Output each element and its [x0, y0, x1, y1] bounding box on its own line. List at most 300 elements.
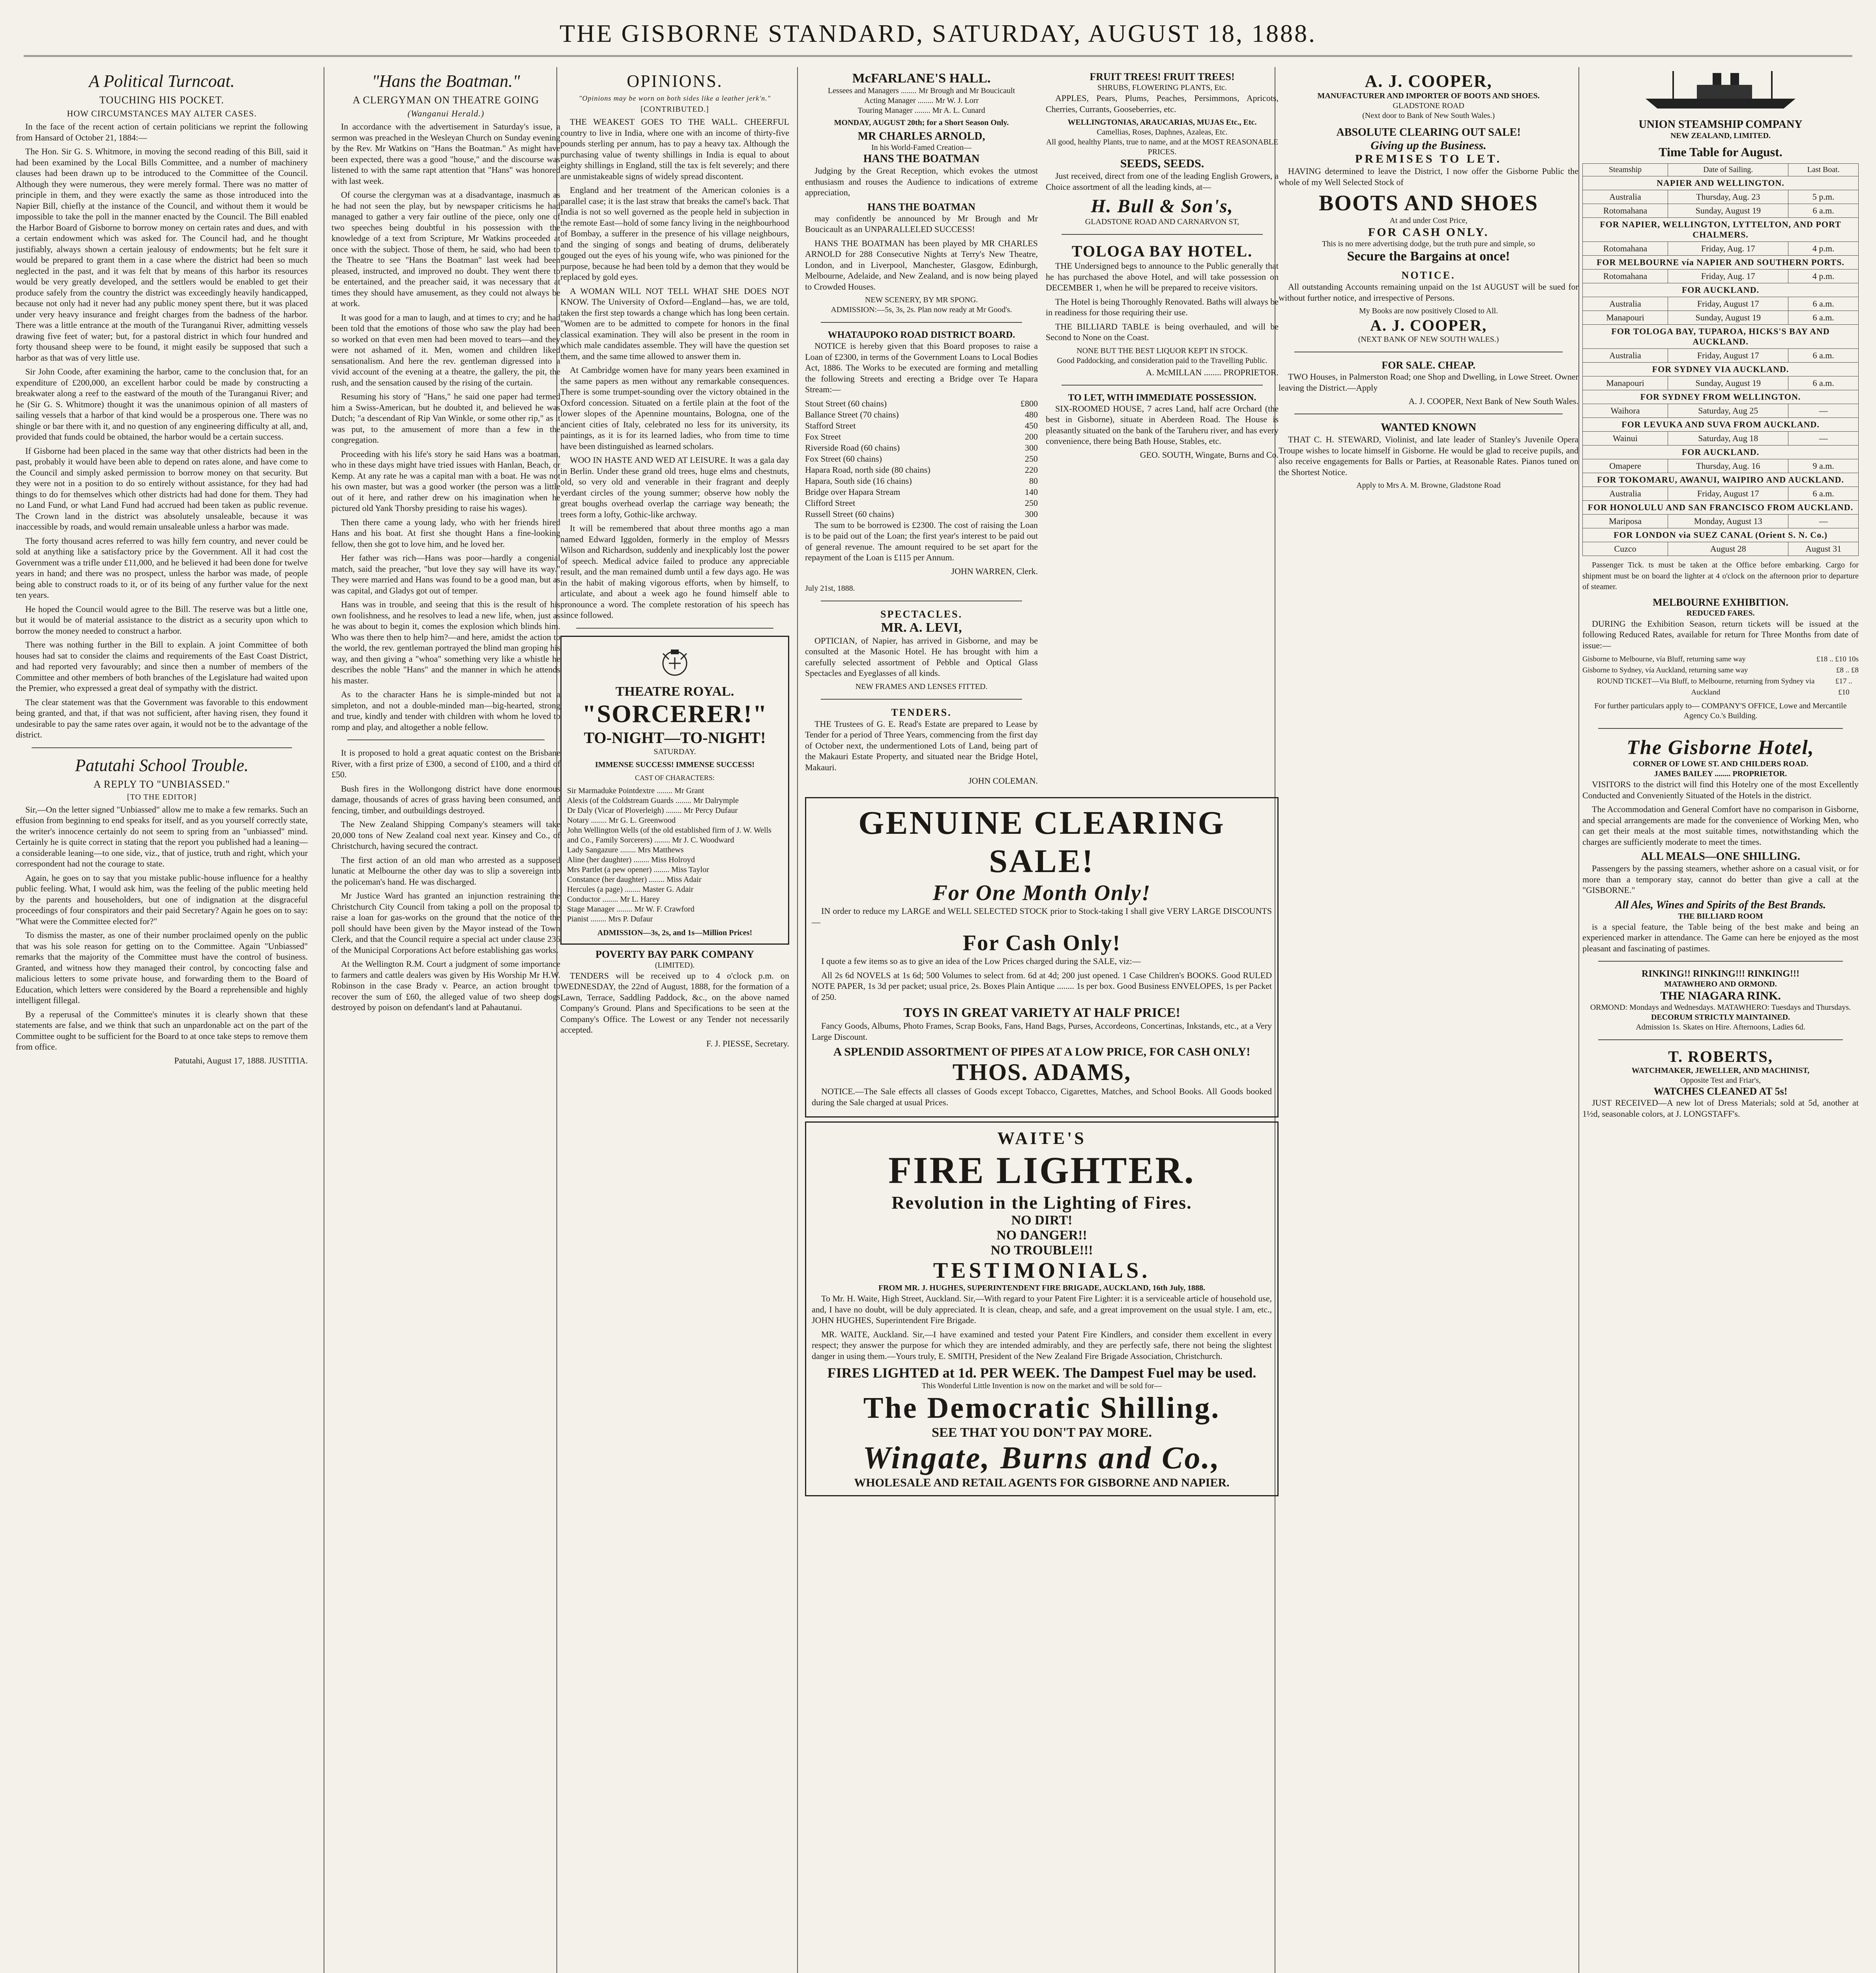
- table-cell: Friday, August 17: [1668, 349, 1788, 363]
- table-row: [1583, 404, 1859, 418]
- fire-title: FIRE LIGHTER.: [888, 1149, 1195, 1191]
- divider: [347, 739, 545, 740]
- table-row: [1583, 190, 1859, 204]
- table-cell: 6 a.m.: [1788, 349, 1859, 363]
- table-cell: Mariposa: [1583, 515, 1668, 528]
- table-cell: Manapouri: [1583, 311, 1668, 325]
- cast-list: [567, 786, 783, 924]
- table-row: [1583, 270, 1859, 283]
- signature: JOHN COLEMAN.: [968, 776, 1038, 786]
- ad-text: DURING the Exhibition Season, return tickets will be issued at the following Reduced Rates, available for return for Three Months from date of issue:—: [1582, 618, 1859, 650]
- work-item: Fox Street 200: [805, 431, 1038, 442]
- column-4: [805, 67, 1279, 1973]
- article-subtitle: A REPLY TO "UNBIASSED.": [94, 778, 230, 790]
- books-line: My Books are now positively Closed to All.: [1359, 307, 1498, 315]
- table-cell: Waihora: [1583, 404, 1668, 418]
- article-deck: HOW CIRCUMSTANCES MAY ALTER CASES.: [67, 109, 257, 118]
- divider: [1062, 385, 1263, 386]
- spectacles-title: SPECTACLES.: [880, 608, 963, 620]
- work-item: Hapara Road, north side (80 chains) 220: [805, 464, 1038, 475]
- road-board-ad: [805, 330, 1038, 593]
- table-row: [1583, 311, 1859, 325]
- section-label: NAPIER AND WELLINGTON.: [1583, 176, 1859, 190]
- column-1: [16, 67, 308, 1973]
- revolution-line: Revolution in the Lighting of Fires.: [891, 1192, 1192, 1213]
- article-paragraph: In accordance with the advertisement in Saturday's issue, a sermon was preached in the Wesleyan Church on Sunday evening by the Rev. Mr Watkins on "Hans the Boatman." As might have been expected, there was a good "house," and the discourse was listened to with the same rapt attention that "Hans" was honored with last week.: [331, 122, 560, 186]
- board-title: WHATAUPOKO ROAD DISTRICT BOARD.: [828, 330, 1015, 340]
- days-line: ORMOND: Mondays and Wednesdays. MATAWHERO: Tuesdays and Thursdays.: [1590, 1003, 1851, 1012]
- top-ads: [805, 67, 1279, 793]
- table-cell: 9 a.m.: [1788, 459, 1859, 473]
- wines-line: All Ales, Wines and Spirits of the Best Brands.: [1615, 899, 1826, 911]
- signature: A. J. COOPER,: [1370, 316, 1487, 334]
- column-header: Last Boat.: [1788, 164, 1859, 176]
- for-sale-title: FOR SALE. CHEAP.: [1382, 359, 1475, 371]
- play-title: HANS THE BOATMAN: [867, 201, 975, 213]
- clearing-line: ABSOLUTE CLEARING OUT SALE!: [1336, 126, 1521, 139]
- table-row: [1583, 542, 1859, 556]
- table-cell: Australia: [1583, 349, 1668, 363]
- article-title: Patutahi School Trouble.: [75, 755, 249, 775]
- ad-text: HAVING determined to leave the District, I now offer the Gisborne Public the whole of my Well Selected Stock of: [1279, 166, 1578, 187]
- watches-line: WATCHES CLEANED AT 5s!: [1653, 1086, 1788, 1097]
- ad-text: THE Trustees of G. E. Read's Estate are prepared to Lease by Tender for a period of Three Years, commencing from the first day of October next, the undermentioned Lots of Land, being part of the Makauri Estate Property, and situated near the Bridge Hotel, Makauri.: [805, 719, 1038, 772]
- skating-ad: [1582, 969, 1859, 1032]
- optician-name: MR. A. LEVI,: [881, 620, 962, 635]
- table-row: [1583, 242, 1859, 256]
- scenery-line: NEW SCENERY, BY MR SPONG.: [865, 296, 978, 304]
- section-label: FOR HONOLULU AND SAN FRANCISCO FROM AUCKLAND.: [1583, 501, 1859, 515]
- table-cell: Saturday, Aug 18: [1668, 432, 1788, 446]
- melbourne-title: MELBOURNE EXHIBITION.: [1653, 596, 1788, 608]
- work-item: Clifford Street 250: [805, 498, 1038, 508]
- contributed-line: [CONTRIBUTED.]: [640, 105, 709, 114]
- article-subtitle: A CLERGYMAN ON THEATRE GOING: [352, 94, 539, 106]
- timetable-section: [1583, 176, 1859, 190]
- ad-text: Passenger Tick. ts must be taken at the Office before embarking. Cargo for shipment must be on board the lighter at 4 o'clock on the afternoon prior to departure of steamer.: [1582, 561, 1859, 591]
- premises-line: PREMISES TO LET.: [1355, 152, 1502, 165]
- date-line: MONDAY, AUGUST 20th; for a Short Season Only.: [834, 118, 1009, 127]
- column-header: Steamship: [1583, 164, 1668, 176]
- cooper-title: A. J. COOPER,: [1365, 71, 1492, 91]
- ad-text: All outstanding Accounts remaining unpaid on the 1st AUGUST will be sued for without further notice, and irrespective of Persons.: [1279, 282, 1578, 303]
- table-cell: Sunday, August 19: [1668, 376, 1788, 390]
- article-paragraph: He hoped the Council would agree to the Bill. The reserve was but a little one, but it would be of material assistance to the district as a security upon which to borrow the money needed to construct a harbor.: [16, 604, 308, 636]
- table-cell: 6 a.m.: [1788, 297, 1859, 311]
- pipes-line: A SPLENDID ASSORTMENT OF PIPES AT A LOW PRICE, FOR CASH ONLY!: [833, 1045, 1251, 1058]
- timetable-header: [1583, 164, 1859, 176]
- ad-text: NOTICE.—The Sale effects all classes of Goods except Tobacco, Cigarettes, Matches, and School Books. All Goods booked during the Sale charged at usual Prices.: [812, 1086, 1272, 1107]
- to-let-title: TO LET, WITH IMMEDIATE POSSESSION.: [1068, 392, 1256, 403]
- article-paragraph: In the face of the recent action of certain politicians we reprint the following from Hansard of October 21, 1884:—: [16, 122, 308, 142]
- ad-line: Camellias, Roses, Daphnes, Azaleas, Etc.: [1097, 128, 1228, 137]
- admission-line: ADMISSION—3s, 2s, and 1s—Million Prices!: [597, 928, 753, 937]
- cast-item: Notary ........ Mr G. L. Greenwood: [567, 816, 676, 825]
- hotel-title: TOLOGA BAY HOTEL.: [1071, 242, 1253, 260]
- to-let-ad: [1046, 393, 1279, 460]
- table-cell: 6 a.m.: [1788, 487, 1859, 501]
- artist-sub: In his World-Famed Creation—: [871, 143, 972, 152]
- ad-line: NONE BUT THE BEST LIQUOR KEPT IN STOCK.: [1077, 346, 1248, 355]
- ad-text: APPLES, Pears, Plums, Peaches, Persimmons, Apricots, Cherries, Currants, Gooseberries, etc.: [1046, 93, 1279, 114]
- roberts-sub: WATCHMAKER, JEWELLER, AND MACHINIST,: [1631, 1066, 1810, 1075]
- testimonial-from: FROM MR. J. HUGHES, SUPERINTENDENT FIRE BRIGADE, AUCKLAND, 16th July, 1888.: [878, 1284, 1206, 1292]
- tender-text: TENDERS will be received up to 4 o'clock p.m. on WEDNESDAY, the 22nd of August, 1888, for the formation of a Lawn, Terrace, Saddling Paddock, &c., on the above named Company's Ground. Plans and Specifications to be seen at the Company's Office. The Lowest or any Tender not necessarily accepted.: [560, 970, 789, 1035]
- ad-text: SIX-ROOMED HOUSE, 7 acres Land, half acre Orchard (the best in Gisborne), situate in Aberdeen Road. The House is pleasantly situated on the bank of the Taruheru river, and has every convenience, there being Bath House, Stables, etc.: [1046, 403, 1279, 446]
- roberts-address: Opposite Test and Friar's,: [1680, 1076, 1761, 1085]
- rinking-line: RINKING!! RINKING!!! RINKING!!!: [1642, 969, 1799, 979]
- table-cell: —: [1788, 432, 1859, 446]
- table-cell: Manapouri: [1583, 376, 1668, 390]
- table-cell: 4 p.m.: [1788, 270, 1859, 283]
- work-item: Russell Street (60 chains) 300: [805, 509, 1038, 519]
- ad-line: WELLINGTONIAS, ARAUCARIAS, MUJAS Etc., Etc.: [1067, 118, 1257, 127]
- article-paragraph: Proceeding with his life's story he said Hans was a boatman, who in these days might have tried issues with Hanlan, Beach, or Kemp. At any rate he was a capital man with a boat. He was not his own master, but was a good worker (the person was a little out of it here, and rather drew on his imagination when he pictured old Yank Thorsby presiding to raise his wages).: [331, 449, 560, 513]
- clearing-sale-ad: [805, 797, 1279, 1118]
- no-trouble: NO TROUBLE!!!: [990, 1243, 1093, 1258]
- table-row: [1583, 432, 1859, 446]
- table-cell: Saturday, Aug 25: [1668, 404, 1788, 418]
- column-header: Date of Sailing.: [1668, 164, 1788, 176]
- table-cell: Rotomahana: [1583, 270, 1668, 283]
- company-title: POVERTY BAY PARK COMPANY: [595, 948, 754, 960]
- cast-item: Alexis (of the Coldstream Guards ........ Mr Dalrymple: [567, 796, 739, 805]
- cast-heading: CAST OF CHARACTERS:: [635, 773, 715, 782]
- price-line: FIRES LIGHTED at 1d. PER WEEK. The Dampest Fuel may be used.: [827, 1365, 1256, 1381]
- cast-item: John Wellington Wells (of the old established firm of J. W. Wells and Co., Family Sorcerers) ........ Mr J. C. Woodward: [567, 826, 771, 844]
- timetable-section: [1583, 256, 1859, 270]
- wanted-title: WANTED KNOWN: [1381, 421, 1476, 434]
- agents-line: WHOLESALE AND RETAIL AGENTS FOR GISBORNE AND NAPIER.: [854, 1476, 1230, 1489]
- signature: A. J. COOPER, Next Bank of New South Wales.: [1408, 396, 1578, 406]
- article-paragraph: As to the character Hans he is simple-minded but not a simpleton, and not a double-minded man—big-hearted, strong and true, kindly and tender with children with whom he loved to romp and play, and altogether a noble fellow.: [331, 689, 560, 732]
- work-item: Fox Street (60 chains) 250: [805, 453, 1038, 464]
- signature: Patutahi, August 17, 1888. JUSTITIA.: [174, 1055, 308, 1065]
- wanted-ad: [1279, 421, 1578, 490]
- table-cell: Australia: [1583, 190, 1668, 204]
- places-line: MATAWHERO AND ORMOND.: [1664, 980, 1777, 988]
- article-paragraph: The Hon. Sir G. S. Whitmore, in moving the second reading of this Bill, said it had been examined by the Local Bills Committee, and a number of machinery clauses had been drawn up to be introduced to the Committee of the Council. Although they were numerous, they were merely formal. There was no matter of principle in them, and they were exactly the same as those introduced into the Napier Bill, chiefly at the instance of the Council, and without them it would be impossible to take the poll in the manner enacted by the Council. The Bill enabled the Harbor Board of Gisborne to borrow money on certain rates and dues, and with a certain endowment which was asked for. The Council had, and he thought justifiably, always shown a certain jealousy of endowments; but he felt sure it would be prepared to grant them in a case where the district had been so much neglected in the past, and it was felt that by means of this harbor its resources would be very greatly developed, and the settlers would be enabled to get their produce safely from the country the district was exceedingly heavily handicapped, because not only had it never had any public money spent there, but it was placed under very heavy insurance and freight charges from the badness of the harbor. There was a little entrance at the mouth of the Turanganui River, admitting vessels drawing five feet of water; but, for a pastoral district in which four hundred and forty thousand sheep were to be found, it might easily be supposed that such a harbor as that was of very little use.: [16, 146, 308, 363]
- day-line: SATURDAY.: [653, 747, 696, 756]
- masthead: THE GISBORNE STANDARD, SATURDAY, AUGUST 18, 1888.: [24, 12, 1852, 57]
- table-row: [1583, 515, 1859, 528]
- fruit-title: FRUIT TREES! FRUIT TREES!: [1090, 71, 1235, 82]
- right-subcolumn: [1046, 67, 1279, 793]
- article-paragraph: Resuming his story of "Hans," he said one paper had termed him a Swiss-American, but he doubted it, and believed he was Dutch; "a descendant of Rip Van Winkle, or some other rip," as it was put, to the amusement of more than a few in the congregation.: [331, 391, 560, 445]
- timetable-section: [1583, 390, 1859, 404]
- gisborne-hotel-ad: [1582, 736, 1859, 954]
- firm-name: Wingate, Burns and Co.,: [863, 1441, 1221, 1475]
- fruit-trees-ad: [1046, 71, 1279, 227]
- cast-item: Aline (her daughter) ........ Miss Holroyd: [567, 855, 695, 864]
- hotel-address: CORNER OF LOWE ST. AND CHILDERS ROAD.: [1633, 760, 1809, 768]
- signature: A. McMILLAN ........ PROPRIETOR.: [1146, 367, 1279, 377]
- table-cell: Rotomahana: [1583, 242, 1668, 256]
- hall-title: McFARLANE'S HALL.: [852, 71, 991, 86]
- work-item: Riverside Road (60 chains) 300: [805, 442, 1038, 453]
- theatre-ad: [560, 636, 789, 945]
- article-paragraph: There was nothing further in the Bill to explain. A joint Committee of both houses had sat to consider the claims and requirements of the East Coast District, and had reported very favourably; and since then a number of members of the Committee and other members of both branches of the Legislature had waited upon the Premier, who expressed a great deal of sympathy with the district.: [16, 640, 308, 693]
- table-row: [1583, 204, 1859, 218]
- table-row: [1583, 487, 1859, 501]
- work-item: Hapara, South side (16 chains) 80: [805, 475, 1038, 486]
- fare-item: Gisborne to Melbourne, vía Bluff, returning same way £18 .. £10 10s: [1582, 655, 1859, 663]
- fare-item: Gisborne to Sydney, vía Auckland, returning same way £8 .. £8: [1582, 666, 1859, 674]
- fire-lighter-ad: [805, 1121, 1279, 1496]
- cast-item: Lady Sangazure ........ Mrs Matthews: [567, 845, 684, 854]
- table-cell: Sunday, August 19: [1668, 311, 1788, 325]
- section-label: FOR MELBOURNE vía NAPIER AND SOUTHERN PORTS.: [1583, 256, 1859, 270]
- divider: [1598, 961, 1843, 962]
- timetable-body: [1583, 176, 1859, 556]
- table-cell: 5 p.m.: [1788, 190, 1859, 204]
- testimonials-title: TESTIMONIALS.: [933, 1258, 1151, 1283]
- date-line: July 21st, 1888.: [805, 584, 855, 593]
- divider: [576, 628, 773, 629]
- works-list: [805, 398, 1038, 520]
- article-paragraph: The forty thousand acres referred to was hilly fern country, and never could be sold at anything like a satisfactory price by the Government. All it had cost the Government was a trifle under £11,000, and he believed it had been done for twelve years in hand; and there was no prospect, unless the harbor was made, of people being able to construct roads to it, or of its being of any further value for the next ten years.: [16, 535, 308, 600]
- article-subtitle: TOUCHING HIS POCKET.: [99, 94, 224, 106]
- ad-text: The Accommodation and General Comfort have no comparison in Gisborne, and special arrangements are made for the convenience of Working Men, who can get their meals at the most suitable times, notwithstanding which the charges are sufficiently moderate to meet the times.: [1582, 804, 1859, 847]
- news-item: It is proposed to hold a great aquatic contest on the Brisbane River, with a first prize of £300, a second of £100, and a third of £50.: [331, 748, 560, 779]
- no-danger: NO DANGER!!: [996, 1228, 1087, 1243]
- testimonial-text: To Mr. H. Waite, High Street, Auckland. Sir,—With regard to your Patent Fire Lighter: it is a serviceable article of household use, and, I have no doubt, will be duly appreciated. It is clean, cheap, and safe, and a great improvement on the usual style. I am, etc., JOHN HUGHES, Superintendent Fire Brigade.: [812, 1293, 1272, 1325]
- notice-title: NOTICE.: [1401, 270, 1456, 281]
- signature: GEO. SOUTH, Wingate, Burns and Co.: [1140, 449, 1279, 460]
- table-row: [1583, 459, 1859, 473]
- table-row: [1583, 349, 1859, 363]
- table-cell: 4 p.m.: [1788, 242, 1859, 256]
- divider: [1598, 1039, 1843, 1040]
- table-row: [1583, 376, 1859, 390]
- table-cell: Australia: [1583, 487, 1668, 501]
- hotel-title: The Gisborne Hotel,: [1627, 736, 1814, 759]
- ad-text: THE Undersigned begs to announce to the Public generally that he has purchased the above Hotel, and will take possession on DECEMBER 1, when he will be prepared to receive visitors.: [1046, 261, 1279, 292]
- merchant-name: THOS. ADAMS,: [952, 1059, 1131, 1085]
- ad-text: Fancy Goods, Albums, Photo Frames, Scrap Books, Fans, Hand Bags, Purses, Accordeons, Concertinas, Inkstands, etc., at a Very Large Discount.: [812, 1021, 1272, 1042]
- column-2: [331, 67, 560, 1973]
- company-title: UNION STEAMSHIP COMPANY: [1638, 118, 1803, 131]
- table-cell: Wainui: [1583, 432, 1668, 446]
- article-paragraph: At Cambridge women have for many years been examined in the same papers as men without any remarkable consequences. There is some trumpet-sounding over the victory obtained in the Oxford concession. Situated on a fertile plain at the foot of the lower slopes of the Apennine mountains, Bologna, one of the ancient cities of Italy, celebrated no less for its university, its paintings, as it is for its learned ladies, who from time to time have been distinguished as learned scholars.: [560, 365, 789, 451]
- article-paragraph: If Gisborne had been placed in the same way that other districts had been in the past, probably it would have been able to depend on rates alone, and have come to the Council and simply asked permission to borrow money on that security. But they were not in a position to do so entirely without assistance, for they had had things to do for themselves which other districts had had done for them. They had no Land Fund, or what Land Fund had accrued had been taken as public revenue. The Crown land in the district was absolutely unsaleable, because it was inaccessible by roads, and would remain unsaleable unless a harbor was made.: [16, 446, 308, 532]
- section-label: FOR NAPIER, WELLINGTON, LYTTELTON, AND PORT CHALMERS.: [1583, 218, 1859, 242]
- table-cell: Rotomahana: [1583, 204, 1668, 218]
- table-cell: Australia: [1583, 297, 1668, 311]
- article-paragraph: By a reperusal of the Committee's minutes it is clearly shown that these statements are false, and we think that such an unpardonable act on the part of the Committee ought to be sufficient for the Board to at once take steps to remove them from office.: [16, 1009, 308, 1052]
- spectacles-ad: [805, 608, 1038, 692]
- article-paragraph: To dismiss the master, as one of their number proclaimed openly on the public that was his sole reason for getting on to the Committee. Again "Unbiassed" remarks that the majority of the Committee must have the control of business. Granted, and witness how they managed their control, by concocting false and malicious letters to some private house, and forwarding them to the Board of Education, which letters were considered by the Board a reprehensible and highly intelligent fillegal.: [16, 930, 308, 1005]
- section-label: FOR AUCKLAND.: [1583, 446, 1859, 459]
- ad-text: THAT C. H. STEWARD, Violinist, and late leader of Stanley's Juvenile Opera Troupe wishes to locate himself in Gisborne. He would be glad to receive pupils, and also receive engagements for Balls or Parties, at Reasonable Rates. Pianos tuned on the Shortest Notice.: [1279, 434, 1578, 477]
- boots-line: BOOTS AND SHOES: [1319, 191, 1538, 215]
- tologa-ad: [1046, 242, 1279, 378]
- work-item: Ballance Street (70 chains) 480: [805, 409, 1038, 419]
- steamship-icon: [1638, 67, 1803, 114]
- cast-item: Hercules (a page) ........ Master G. Adair: [567, 885, 694, 894]
- section-label: FOR TOLOGA BAY, TUPAROA, HICKS'S BAY AND AUCKLAND.: [1583, 325, 1859, 349]
- decorum-line: DECORUM STRICTLY MAINTAINED.: [1651, 1013, 1790, 1022]
- article-paragraph: The clear statement was that the Government was favorable to this endowment being granted, and that, if that was not sufficient, after having risen, they found it undesirable to pay the same rates over again, it would not be to the advantage of the district.: [16, 697, 308, 739]
- table-cell: Monday, August 13: [1668, 515, 1788, 528]
- article-paragraph: Then there came a young lady, who with her friends hired Hans and his boat. At first she thought Hans a fine-looking fellow, then she got to love him, and he loved her.: [331, 517, 560, 549]
- tenders-title: TENDERS.: [891, 706, 952, 718]
- table-cell: Sunday, August 19: [1668, 204, 1788, 218]
- ad-text: JUST RECEIVED—A new lot of Dress Materials; sold at 5d, another at 1½d, seasonable colors, at J. LONGSTAFF's.: [1582, 1098, 1859, 1119]
- table-cell: Friday, August 17: [1668, 487, 1788, 501]
- signature: JOHN WARREN, Clerk.: [951, 566, 1038, 576]
- timetable-section: [1583, 473, 1859, 487]
- touring-line: Touring Manager ........ Mr A. L. Cunard: [857, 106, 985, 115]
- union-steamship-ad: [1582, 118, 1859, 721]
- admission-line: Admission 1s. Skates on Hire. Afternoons, Ladies 6d.: [1636, 1023, 1805, 1031]
- mcfarlanes-ad: [805, 71, 1038, 315]
- no-dirt: NO DIRT!: [1011, 1213, 1073, 1228]
- work-item: Stout Street (60 chains) £800: [805, 398, 1038, 408]
- ad-text: may confidently be announced by Mr Brough and Mr Boucicault as an UNPARALLELED SUCCESS!: [805, 213, 1038, 234]
- work-item: Stafford Street 450: [805, 420, 1038, 431]
- ad-line: Good Paddocking, and consideration paid to the Travelling Public.: [1057, 356, 1268, 365]
- ad-text: is a special feature, the Table being of the best make and being an experienced marker in attendance. The Game can here be enjoyed as the most pleasant and fascinating of pastimes.: [1582, 921, 1859, 953]
- article-paragraph: England and her treatment of the American colonies is a parallel case; it is the last straw that breaks the camel's back. That India is not so well governed as the people held in subjection in the remote East—hold of some fancy living in the neighbourhood of Bombay, a sufferer in the presence of his village neighbours, and the singing of songs and beating of drums, deliberately gouged out the eyes of his young wife, who was pinioned for the purpose, because he had been told by a demon that they would be replaced by gold eyes.: [560, 185, 789, 282]
- wonderful-line: This Wonderful Little Invention is now on the market and will be sold for—: [921, 1381, 1162, 1390]
- section-label: FOR TOKOMARU, AWANUI, WAIPIRO AND AUCKLAND.: [1583, 473, 1859, 487]
- divider: [1598, 728, 1843, 729]
- article-paragraph: Sir,—On the letter signed "Unbiassed" allow me to make a few remarks. Such an effusion from beginning to end speaks for itself, and as you yourself correctly state, the writer's innocence certainly do not seem to spring from an "unbiassed" mind. Certainly he is quite correct in stating that the report you published had a leaning—a considerable leaning—to one side, viz., that of justice, truth and right, which your correspondent had not the courage to state.: [16, 804, 308, 869]
- article-paragraph: It will be remembered that about three months ago a man named Edward Iggolden, formerly in the employ of Messrs Wilson and Richardson, suddenly and inexplicably lost the power of speech. Medical advice failed to produce any appreciable result, and the man remained dumb until a few days ago. He was in the habit of making vigorous efforts, when by himself, to articulate, and about a week ago he found himself able to pronounce a word. The complete restoration of his speech has since followed.: [560, 523, 789, 620]
- table-cell: 6 a.m.: [1788, 376, 1859, 390]
- news-item: Mr Justice Ward has granted an injunction restraining the Christchurch City Council from taking a poll on the proposal to raise a loan for gas-works on the ground that the notice of the poll should have been given by the Mayor instead of the Town Clerk, and that the Council require a special act under clause 236 of the Municipal Corporations Act before establishing gas works.: [331, 891, 560, 955]
- ad-text: HANS THE BOATMAN has been played by MR CHARLES ARNOLD for 288 Consecutive Nights at Terry's New Theatre, London, and in Liverpool, Manchester, Glasgow, Edinburgh, Melbourne, Adelaide, and New Zealand, and is now being played to Crowded Houses.: [805, 238, 1038, 292]
- article-paragraph: Her father was rich—Hans was poor—hardly a congenial match, said the preacher, "but love they say will have its way." They were married and Hans was found to be a good man, but as was capital, and Gladys got out of temper.: [331, 553, 560, 595]
- column-6: [1582, 67, 1859, 1973]
- tenders-ad: [805, 707, 1038, 786]
- timetable-section: [1583, 283, 1859, 297]
- admission-line: ADMISSION:—5s, 3s, 2s. Plan now ready at Mr Good's.: [831, 305, 1012, 314]
- tonight-line: TO-NIGHT—TO-NIGHT!: [584, 728, 766, 747]
- table-cell: Friday, Aug. 17: [1668, 242, 1788, 256]
- lessees-line: Lessees and Managers ........ Mr Brough and Mr Boucicault: [828, 86, 1015, 95]
- divider: [1062, 234, 1263, 235]
- toys-line: TOYS IN GREAT VARIETY AT HALF PRICE!: [903, 1005, 1180, 1020]
- table-cell: Omapere: [1583, 459, 1668, 473]
- timetable-section: [1583, 363, 1859, 376]
- hotel-proprietor: JAMES BAILEY ........ PROPRIETOR.: [1654, 769, 1787, 778]
- see-line: SEE THAT YOU DON'T PAY MORE.: [932, 1425, 1152, 1440]
- column-3: [560, 67, 789, 1973]
- ad-text: The sum to be borrowed is £2300. The cost of raising the Loan is to be paid out of the Loan; the first year's interest to be paid out of general revenue. The amount required to be set apart for the repayment of the Loan is £115 per Annum.: [805, 520, 1038, 562]
- royal-crest-icon: [651, 646, 698, 681]
- seeds-title: SEEDS, SEEDS.: [1120, 157, 1204, 170]
- table-cell: 6 a.m.: [1788, 204, 1859, 218]
- section-label: FOR LONDON via SUEZ CANAL (Orient S. N. Co.): [1583, 528, 1859, 542]
- note-line: This is no mere advertising dodge, but the truth pure and simple, so: [1322, 240, 1535, 248]
- firm-address: GLADSTONE ROAD AND CARNARVON ST,: [1085, 217, 1239, 226]
- agents-line: For further particulars apply to— COMPANY'S OFFICE, Lowe and Mercantile Agency Co.'s Building.: [1594, 702, 1847, 720]
- ad-text: Judging by the Great Reception, which evokes the utmost enthusiasm and rouses the Audience to indications of extreme appreciation,: [805, 166, 1038, 197]
- ad-text: IN order to reduce my LARGE and WELL SELECTED STOCK prior to Stock-taking I shall give VERY LARGE DISCOUNTS—: [812, 906, 1272, 927]
- ad-text: The Hotel is being Thoroughly Renovated. Baths will always be in readiness for those requiring their use.: [1046, 296, 1279, 317]
- article-paragraph: Of course the clergyman was at a disadvantage, inasmuch as he had not seen the play, but by newspaper criticisms he had managed to gather a very fair outline of the piece, only one of two speeches being doubtful in his possession with the knowledge of a text from Scripture, Mr Watkins proceeded at once with the subject. Those of them, he said, who had been to the Theatre to see "Hans the Boatman" last week had been pleased, instructed, and improved no doubt. They went there to be entertained, and the preacher said, it was necessary that at times they should have amusement, as they could not always be at work.: [331, 190, 560, 308]
- table-row: [1583, 297, 1859, 311]
- editor-line: [TO THE EDITOR]: [127, 792, 197, 801]
- ad-text: I quote a few items so as to give an idea of the Low Prices charged during the SALE, viz:—: [821, 956, 1141, 966]
- theatre-heading: THEATRE ROYAL.: [615, 684, 734, 699]
- cash-line: For Cash Only!: [962, 931, 1121, 955]
- table-cell: August 28: [1668, 542, 1788, 556]
- timetable: [1582, 163, 1859, 556]
- cooper-road: GLADSTONE ROAD: [1393, 101, 1464, 110]
- article-title: A Political Turncoat.: [89, 71, 235, 91]
- timetable-section: [1583, 325, 1859, 349]
- timetable-section: [1583, 528, 1859, 542]
- cooper-next: (Next door to Bank of New South Wales.): [1362, 111, 1495, 120]
- column-5: [1279, 67, 1578, 1973]
- cast-item: Constance (her daughter) ........ Miss Adair: [567, 875, 702, 884]
- poverty-bay-ad: [560, 949, 789, 1049]
- news-item: The New Zealand Shipping Company's steamers will take 20,000 tons of New Zealand coal next year. Kinsey and Co., of Christchurch, having secured the contract.: [331, 819, 560, 851]
- divider: [32, 747, 292, 748]
- roberts-title: T. ROBERTS,: [1668, 1048, 1773, 1065]
- timetable-section: [1583, 218, 1859, 242]
- table-cell: —: [1788, 515, 1859, 528]
- cast-item: Dr Daly (Vicar of Ploverleigh) ........ Mr Percy Dufaur: [567, 806, 738, 815]
- acting-line: Acting Manager ........ Mr W. J. Lorr: [864, 96, 979, 105]
- firm-name: H. Bull & Son's,: [1091, 196, 1234, 217]
- cast-item: Pianist ........ Mrs P. Dufaur: [567, 914, 653, 923]
- roberts-ad: [1582, 1047, 1859, 1119]
- news-item: Bush fires in the Wollongong district have done enormous damage, thousands of acres of grass having been consumed, and fencing, timber, and outbuildings destroyed.: [331, 783, 560, 815]
- section-label: FOR SYDNEY VIA AUCKLAND.: [1583, 363, 1859, 376]
- column-rule: [797, 67, 798, 1973]
- table-cell: Friday, August 17: [1668, 297, 1788, 311]
- fares-list: [1582, 654, 1859, 698]
- news-item: At the Wellington R.M. Court a judgment of some importance to farmers and cattle dealers was given by His Worship Mr H.W. Robinson in the case Brady v. Pearce, an action brought to recover the sum of £60, the alleged value of two sheep dogs destroyed by poison on defendant's land at Pahautanui.: [331, 959, 560, 1012]
- section-label: FOR AUCKLAND.: [1583, 283, 1859, 297]
- sale-title: GENUINE CLEARING SALE!: [858, 805, 1225, 880]
- article-paragraph: WOO IN HASTE AND WED AT LEISURE. It was a gala day in Berlin. Under these grand old trees, huge elms and chestnuts, old, so very old and venerable in their fragrant and deeply verdant circles of the young summer; observe how nobly the great boughs overhead overlap the carriage way beneath; the trees form a lofty, Gothic-like archway.: [560, 455, 789, 519]
- for-sale-ad: [1279, 359, 1578, 406]
- meals-line: ALL MEALS—ONE SHILLING.: [1641, 850, 1800, 863]
- ad-text: Passengers by the passing steamers, whether ashore on a casual visit, or for more than a temporary stay, cannot do better than give a call at the "GISBORNE.": [1582, 863, 1859, 895]
- section-label: FOR SYDNEY FROM WELLINGTON.: [1583, 390, 1859, 404]
- ad-line: All good, healthy Plants, true to name, and at the MOST REASONABLE PRICES.: [1046, 138, 1279, 156]
- table-title: Time Table for August.: [1659, 145, 1782, 159]
- timetable-section: [1583, 418, 1859, 432]
- company-sub: NEW ZEALAND, LIMITED.: [1670, 131, 1771, 140]
- cast-item: Mrs Partlet (a pew opener) ........ Miss Taylor: [567, 865, 709, 874]
- billiard-title: THE BILLIARD ROOM: [1678, 912, 1763, 921]
- testimonial-text: MR. WAITE, Auckland. Sir,—I have examined and tested your Patent Fire Kindlers, and consider them excellent in every respect; they answer the purpose for which they are intended admirably, and they are perfectly safe, there not being the slightest danger in using them.—Yours truly, E. SMITH, President of the New Zealand Fire Brigade Association, Christchurch.: [812, 1329, 1272, 1361]
- article-paragraph: A WOMAN WILL NOT TELL WHAT SHE DOES NOT KNOW. The University of Oxford—England—has, we are told, taken the first step towards a change which has long been certain. "Women are to be admitted to compete for honors in the final classical examination. They will also be present in the room in which male candidates assemble. They will have the question set them, and the same time allowed to answer them in.: [560, 286, 789, 361]
- article-paragraph: Sir John Coode, after examining the harbor, came to the conclusion that, for an expenditure of £200,000, an excellent harbor could be made by constructing a breakwater along a reef to the eastward of the mouth of the Turanganui River; and he (Sir G. S. Whitmore) thought it was the unanimous opinion of all masters of sailing vessels that a harbor of that kind would be a prosperous one. There was no shingle or bar there with it, and no question of any engineering difficulty at all, and, provided that funds could be obtained, the harbor would be a certain success.: [16, 367, 308, 442]
- reduced-line: REDUCED FARES.: [1686, 608, 1755, 618]
- table-cell: August 31: [1788, 542, 1859, 556]
- cast-item: Conductor ........ Mr L. Harey: [567, 895, 660, 904]
- ad-text: VISITORS to the district will find this Hotelry one of the most Excellently Conducted and Conveniently Situated of the Hotels in the district.: [1582, 779, 1859, 800]
- company-sub: (LIMITED).: [655, 960, 695, 970]
- fruit-sub: SHRUBS, FLOWERING PLANTS, Etc.: [1097, 83, 1227, 92]
- column-rule: [1578, 67, 1579, 1973]
- ad-text: OPTICIAN, of Napier, has arrived in Gisborne, and may be consulted at the Masonic Hotel. He has brought with him a carefully selected assortment of Pebble and Optical Glass Spectacles and Eyeglasses of all kinds.: [805, 635, 1038, 678]
- show-title: "SORCERER!": [582, 699, 768, 728]
- timetable-section: [1583, 446, 1859, 459]
- table-cell: Friday, Aug. 17: [1668, 270, 1788, 283]
- success-line: IMMENSE SUCCESS! IMMENSE SUCCESS!: [595, 760, 755, 769]
- table-cell: Cuzco: [1583, 542, 1668, 556]
- waite-line: WAITE'S: [997, 1129, 1086, 1148]
- ad-text: TWO Houses, in Palmerston Road; one Shop and Dwelling, in Lowe Street. Owner leaving the District.—Apply: [1279, 372, 1578, 393]
